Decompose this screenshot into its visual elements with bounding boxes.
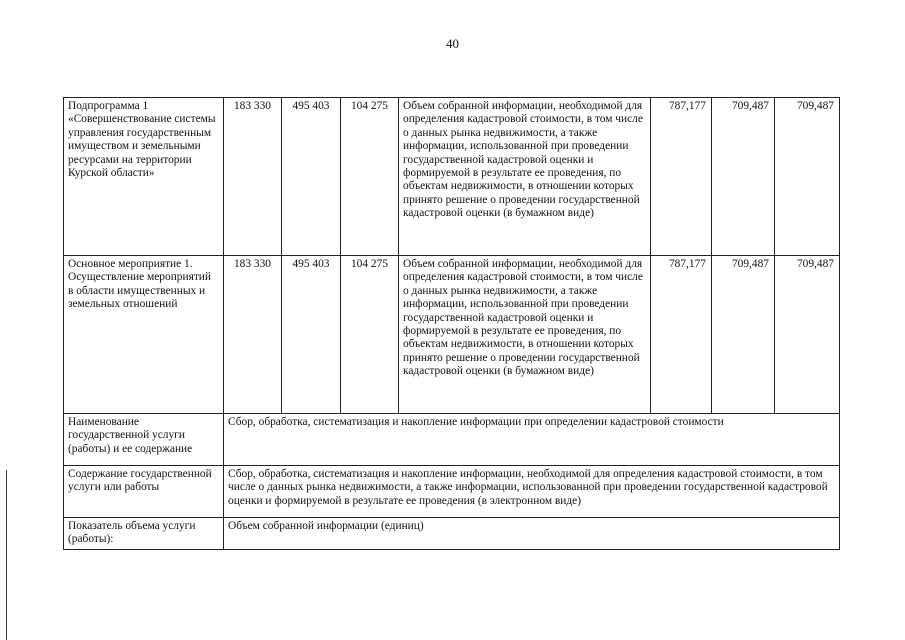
expense-value-1: 183 330 xyxy=(224,98,282,256)
expense-value-2: 495 403 xyxy=(282,256,341,414)
expense-value-1: 183 330 xyxy=(224,256,282,414)
page-number: 40 xyxy=(446,36,459,51)
plan-value-1: 787,177 xyxy=(651,98,712,256)
table-row xyxy=(64,518,840,550)
plan-value-3: 709,487 xyxy=(775,98,840,256)
subprogram-name: Подпрограмма 1 «Совершенствование системы управления государственным имуществом и земельными ресурсами на территории Курской области» xyxy=(64,98,224,256)
program-table xyxy=(63,97,840,550)
service-name-value: Сбор, обработка, систематизация и накопление информации при определении кадастровой стоимости xyxy=(224,414,840,466)
plan-value-3: 709,487 xyxy=(775,256,840,414)
measure-name: Основное мероприятие 1. Осуществление мероприятий в области имущественных и земельных отношений xyxy=(64,256,224,414)
table-row xyxy=(64,98,840,256)
table-row xyxy=(64,466,840,518)
expense-value-3: 104 275 xyxy=(341,256,399,414)
table-row xyxy=(64,414,840,466)
content-label: Содержание государственной услуги или работы xyxy=(64,466,224,518)
margin-line xyxy=(6,470,7,640)
table-row xyxy=(64,256,840,414)
indicator-text: Объем собранной информации, необходимой для определения кадастровой стоимости, в том числе о данных рынка недвижимости, а также информации, использованной при проведении государственной кадастровой оценки и формируемой в результате ее проведения, по объектам недвижимости, в отношении которых принято решение о проведении государственной кадастровой оценки (в бумажном виде) xyxy=(399,98,651,256)
content-value: Сбор, обработка, систематизация и накопление информации, необходимой для определения кадастровой стоимости, в том числе о данных рынка недвижимости, а также информации, использованной при проведении государственной кадастровой оценки и формируемой в результате ее проведения (в электронном виде) xyxy=(224,466,840,518)
expense-value-2: 495 403 xyxy=(282,98,341,256)
plan-value-1: 787,177 xyxy=(651,256,712,414)
expense-value-3: 104 275 xyxy=(341,98,399,256)
plan-value-2: 709,487 xyxy=(712,98,775,256)
volume-label: Показатель объема услуги (работы): xyxy=(64,518,224,550)
volume-value: Объем собранной информации (единиц) xyxy=(224,518,840,550)
indicator-text: Объем собранной информации, необходимой для определения кадастровой стоимости, в том числе о данных рынка недвижимости, а также информации, использованной при проведении государственной кадастровой оценки и формируемой в результате ее проведения, по объектам недвижимости, в отношении которых принято решение о проведении государственной кадастровой оценки (в бумажном виде) xyxy=(399,256,651,414)
plan-value-2: 709,487 xyxy=(712,256,775,414)
service-name-label: Наименование государственной услуги (работы) и ее содержание xyxy=(64,414,224,466)
